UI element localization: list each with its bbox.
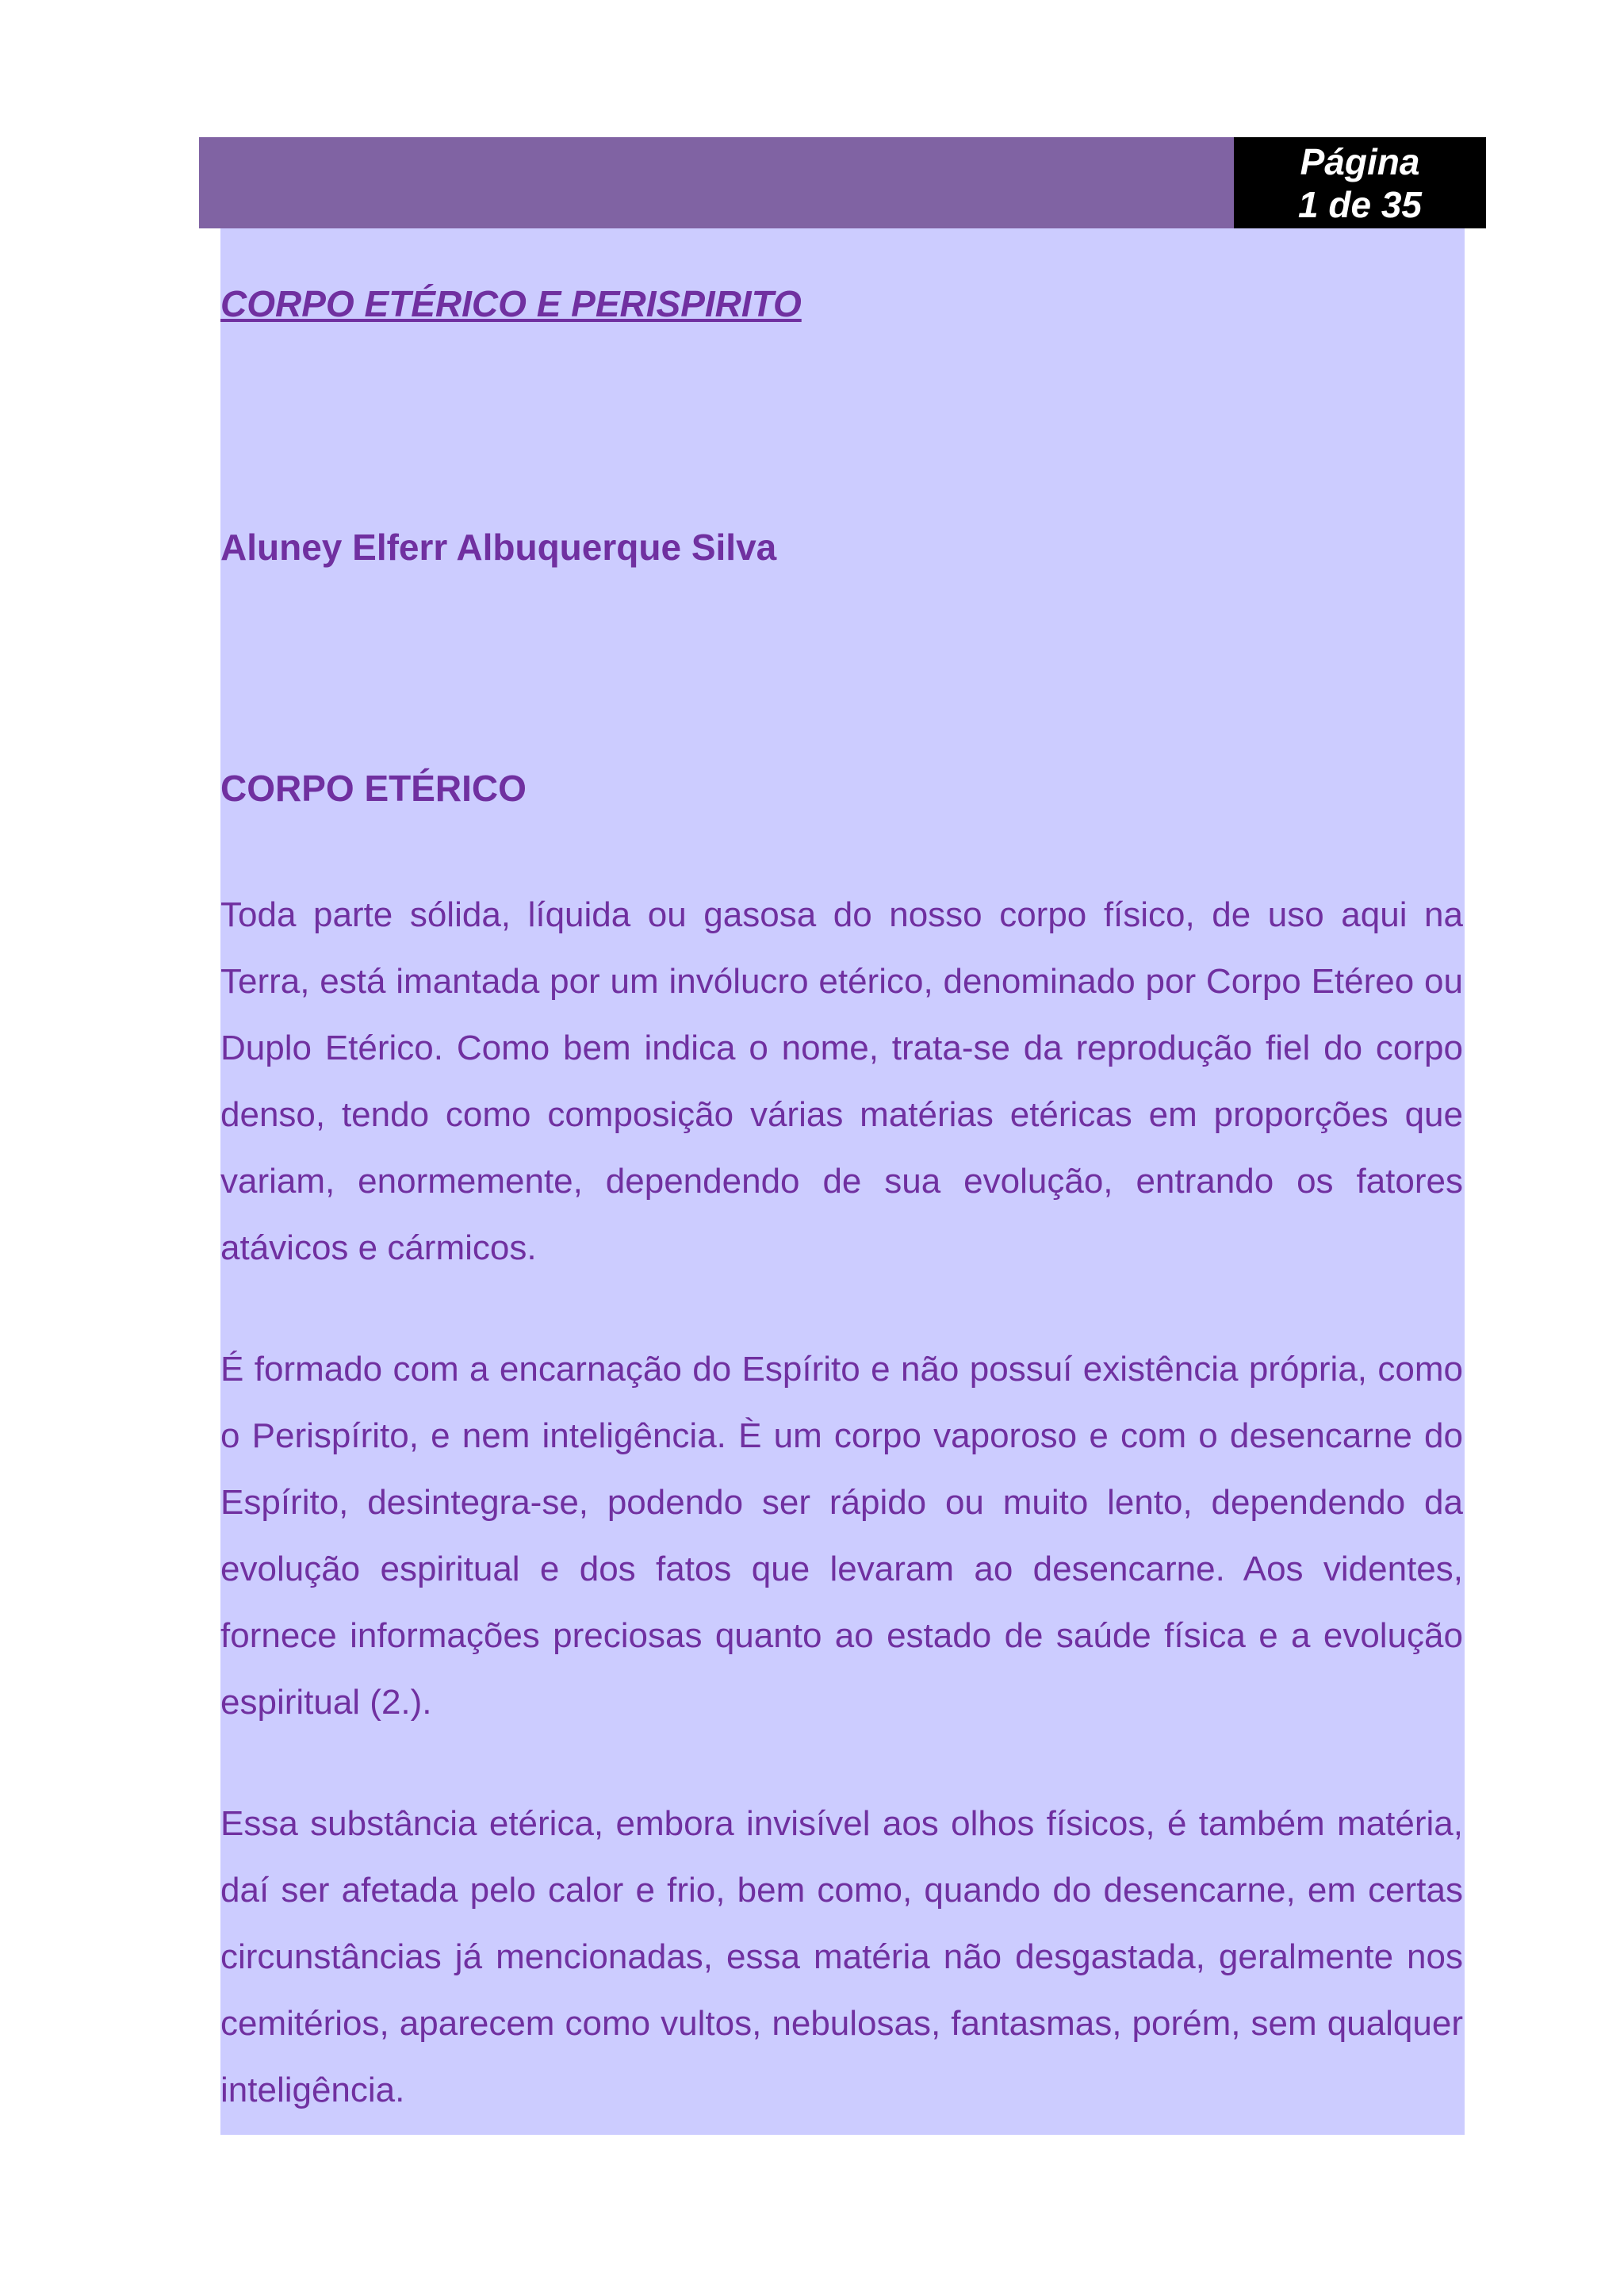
page-count: 1 de 35: [1298, 184, 1422, 225]
paragraph: É formado com a encarnação do Espírito e não possuí existência própria, como o Perispírito, e nem inteligência. È um corpo vaporoso e com o desencarne do Espírito, desintegra-se, podendo ser rápido ou muito lento, dependendo da evolução espiritual e dos fatos que levaram ao desencarne. Aos videntes, fornece informações preciosas quanto ao estado de saúde física e a evolução espiritual (2.).: [220, 1350, 1463, 1722]
page-number-box: [1234, 137, 1486, 228]
section-heading: CORPO ETÉRICO: [220, 768, 527, 809]
page-label: Página: [1300, 141, 1420, 182]
document-title: CORPO ETÉRICO E PERISPIRITO: [220, 283, 802, 324]
paragraph: Essa substância etérica, embora invisível aos olhos físicos, é também matéria, daí ser afetada pelo calor e frio, bem como, quando do desencarne, em certas circunstâncias já mencionadas, essa matéria não desgastada, geralmente nos cemitérios, aparecem como vultos, nebulosas, fantasmas, porém, sem qualquer inteligência.: [220, 1804, 1463, 2109]
content-panel: [220, 228, 1465, 2135]
author-name: Aluney Elferr Albuquerque Silva: [220, 527, 777, 568]
header-band: [199, 137, 1234, 228]
paragraph: Toda parte sólida, líquida ou gasosa do nosso corpo físico, de uso aqui na Terra, está imantada por um invólucro etérico, denominado por Corpo Etéreo ou Duplo Etérico. Como bem indica o nome, trata-se da reprodução fiel do corpo denso, tendo como composição várias matérias etéricas em proporções que variam, enormemente, dependendo de sua evolução, entrando os fatores atávicos e cármicos.: [220, 895, 1463, 1267]
